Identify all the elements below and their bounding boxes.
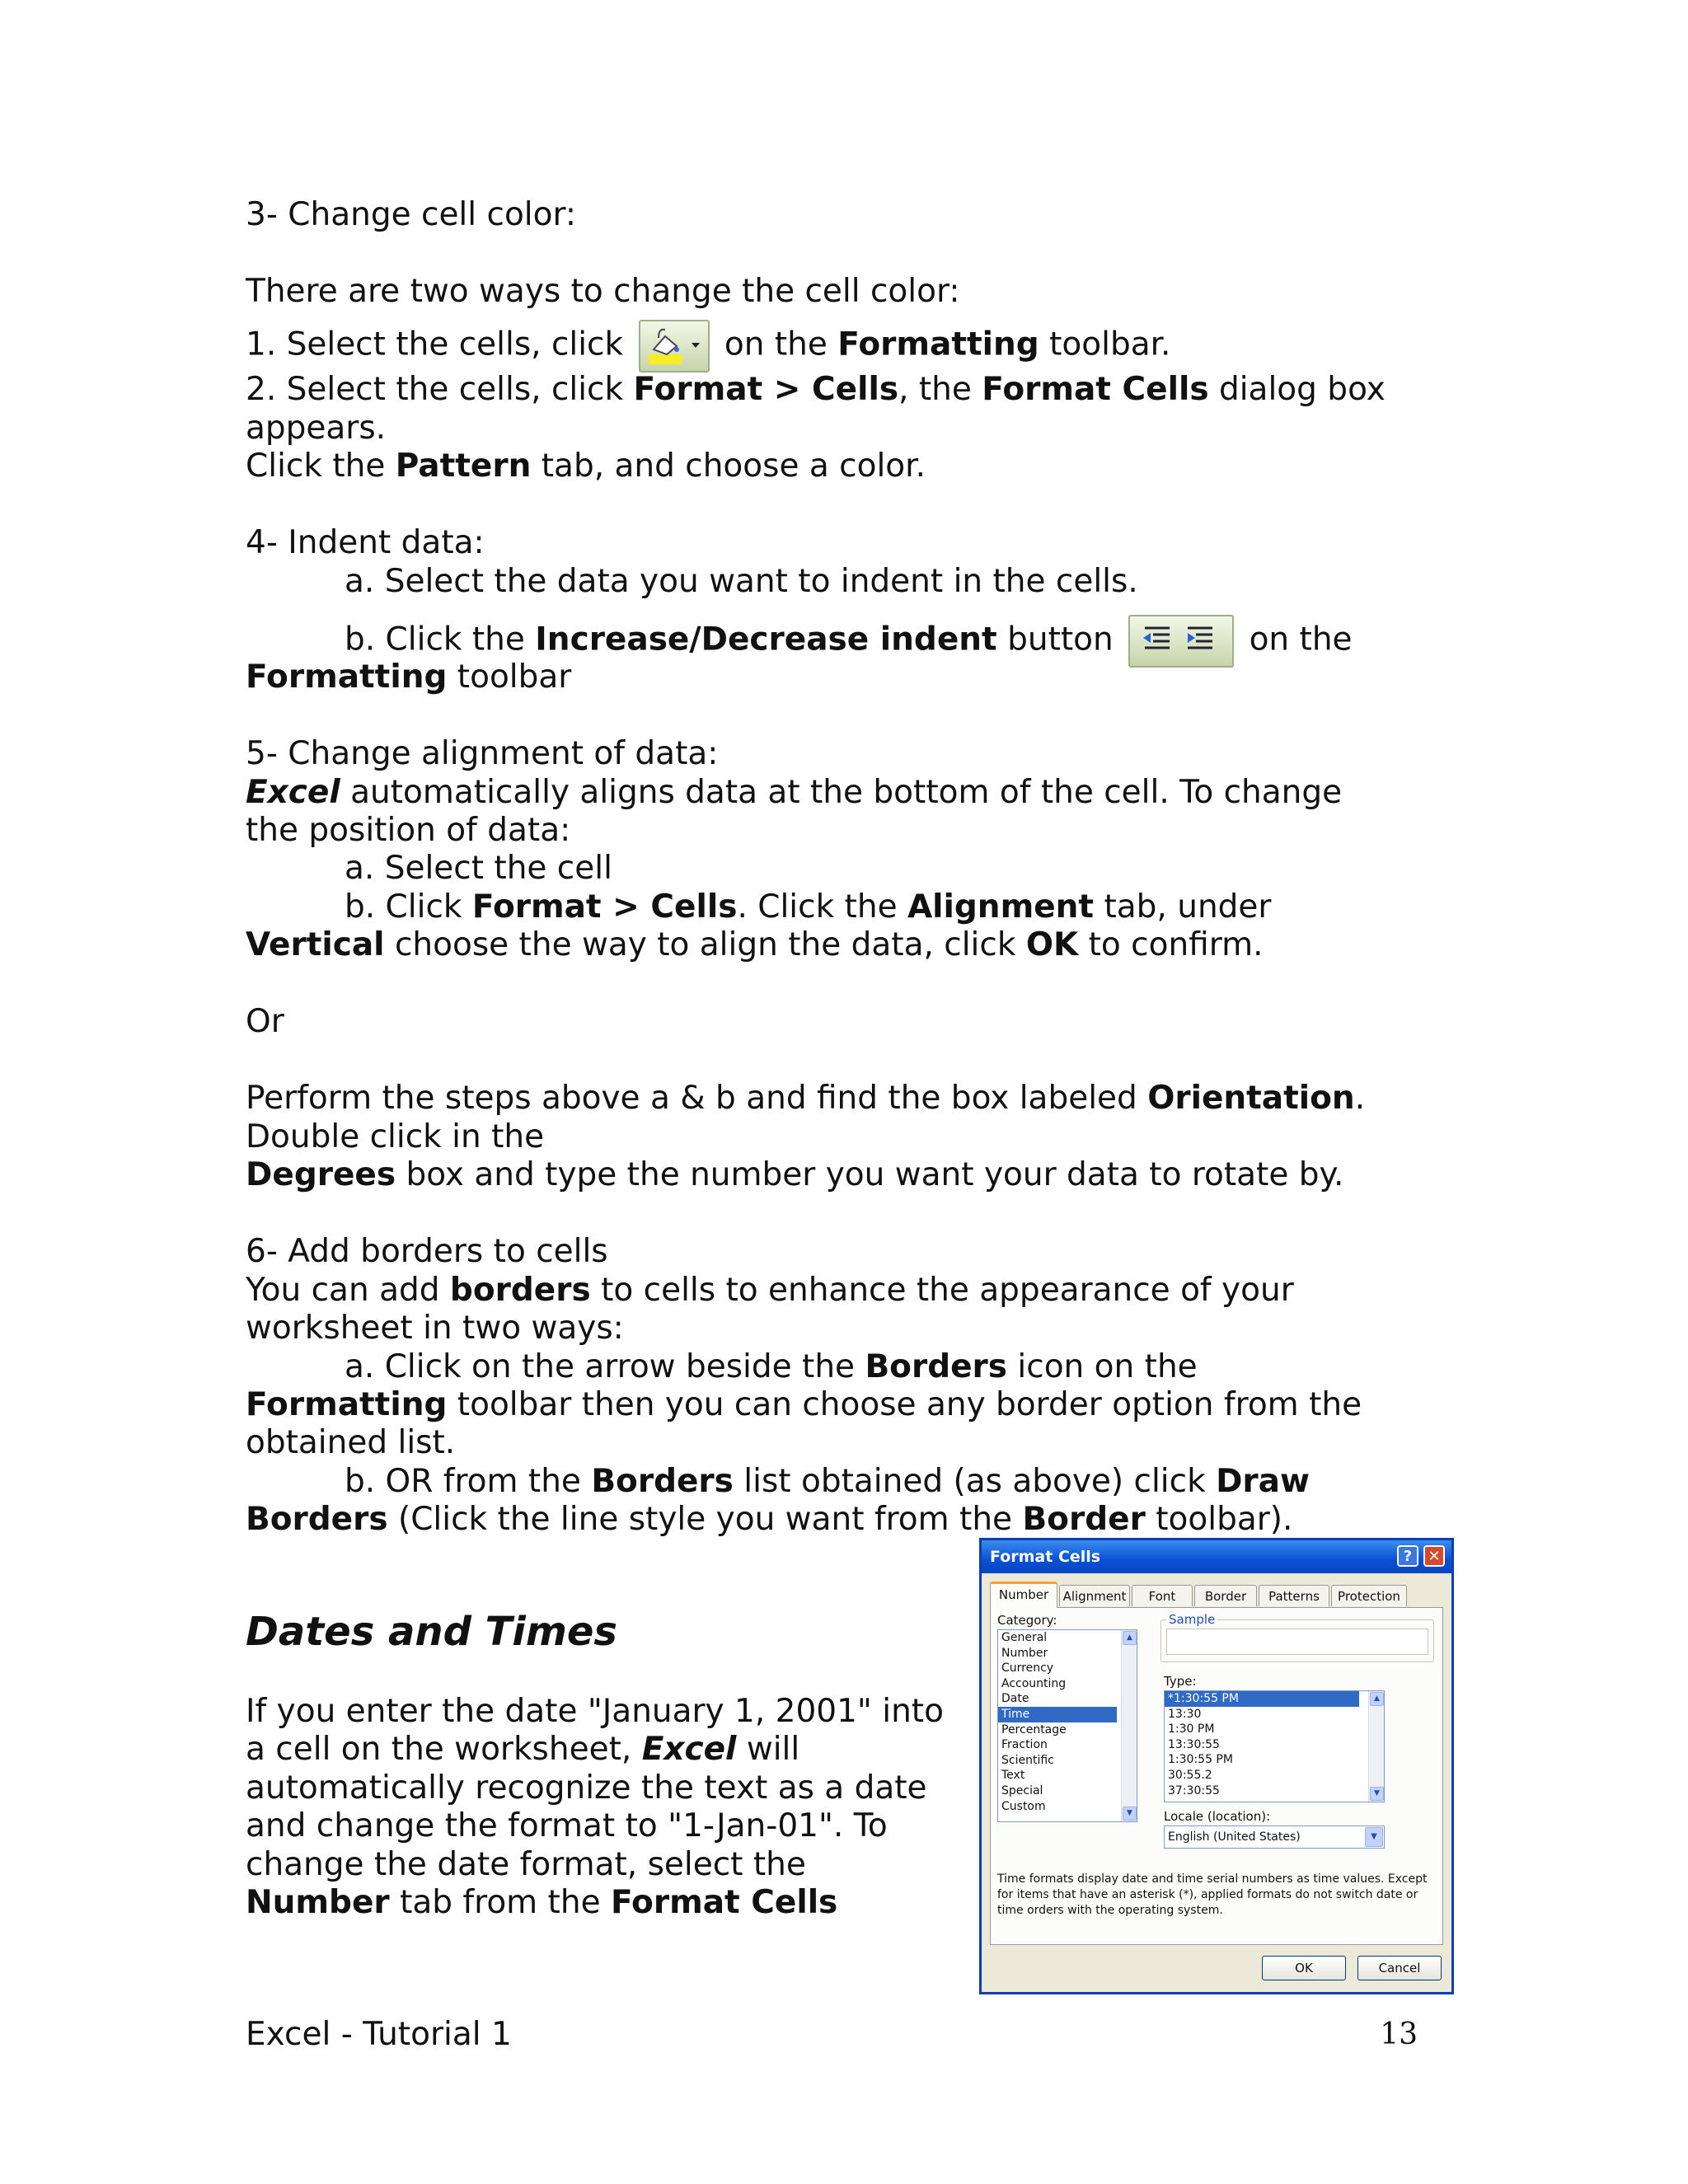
list-item[interactable]: Accounting <box>1001 1676 1067 1690</box>
scroll-up-icon[interactable]: ▲ <box>1370 1692 1384 1706</box>
close-button[interactable]: ✕ <box>1423 1545 1445 1567</box>
category-scrollbar[interactable] <box>1121 1630 1137 1821</box>
type-list[interactable] <box>1164 1690 1385 1802</box>
section6-a: a. Click on the arrow beside the Borders icon on the <box>345 1348 1198 1385</box>
list-item[interactable]: Fraction <box>1001 1738 1048 1752</box>
tab-number[interactable]: Number <box>990 1582 1057 1608</box>
locale-select[interactable]: English (United States) ▼ <box>1164 1825 1385 1849</box>
list-item[interactable]: 13:30 <box>1168 1707 1202 1721</box>
scroll-up-icon[interactable]: ▲ <box>1123 1631 1137 1645</box>
tab-border[interactable]: Border <box>1194 1585 1257 1606</box>
type-label: Type: <box>1164 1674 1197 1689</box>
dates-line3: automatically recognize the text as a date <box>246 1769 927 1807</box>
page-number: 13 <box>1380 2018 1418 2051</box>
dates-line1: If you enter the date "January 1, 2001" into <box>246 1693 944 1730</box>
section5-degrees: Degrees box and type the number you want your data to rotate by. <box>246 1156 1344 1193</box>
section6-b-cont: Borders (Click the line style you want from the Border toolbar). <box>246 1501 1293 1538</box>
list-item[interactable]: 1:30:55 PM <box>1168 1753 1233 1767</box>
format-cells-dialog <box>979 1538 1454 1994</box>
section3-intro: There are two ways to change the cell color: <box>246 273 960 310</box>
section3-step1: 1. Select the cells, click on the Formatting toolbar. <box>246 320 1170 373</box>
section6-a-cont: Formatting toolbar then you can choose any border option from the <box>246 1386 1362 1423</box>
list-item[interactable]: Percentage <box>1001 1722 1067 1736</box>
number-tab-panel <box>990 1607 1443 1945</box>
section6-line2: worksheet in two ways: <box>246 1310 624 1347</box>
list-item[interactable]: Currency <box>1001 1661 1054 1675</box>
footer-title: Excel - Tutorial 1 <box>246 2016 512 2053</box>
section5-vertical: Vertical choose the way to align the data, click OK to confirm. <box>246 926 1264 963</box>
scroll-down-icon[interactable]: ▼ <box>1370 1787 1384 1801</box>
dates-line6: Number tab from the Format Cells <box>246 1884 838 1921</box>
section5-line1: Excel automatically aligns data at the bottom of the cell. To change <box>246 774 1343 811</box>
section4-a: a. Select the data you want to indent in the cells. <box>345 563 1138 600</box>
dates-heading: Dates and Times <box>246 1609 617 1655</box>
section5-line2: the position of data: <box>246 812 571 849</box>
section5-or: Or <box>246 1003 284 1040</box>
section3-step2: 2. Select the cells, click Format > Cells, the Format Cells dialog box <box>246 371 1386 408</box>
locale-label: Locale (location): <box>1164 1809 1271 1824</box>
section6-b: b. OR from the Borders list obtained (as above) click Draw <box>345 1463 1311 1500</box>
dates-line2: a cell on the worksheet, Excel will <box>246 1731 800 1768</box>
list-item[interactable]: Scientific <box>1001 1753 1054 1767</box>
cancel-button[interactable]: Cancel <box>1357 1956 1442 1980</box>
section5-heading: 5- Change alignment of data: <box>246 735 719 772</box>
section6-heading: 6- Add borders to cells <box>246 1233 608 1270</box>
list-item[interactable]: 1:30 PM <box>1168 1722 1215 1736</box>
list-item[interactable]: 13:30:55 <box>1168 1737 1220 1751</box>
list-item-selected[interactable]: Time <box>998 1707 1117 1722</box>
section6-line1: You can add borders to cells to enhance the appearance of your <box>246 1272 1294 1309</box>
section5-b: b. Click Format > Cells. Click the Alignment tab, under <box>345 888 1272 926</box>
list-item[interactable]: 37:30:55 <box>1168 1783 1220 1797</box>
list-item[interactable]: Number <box>1001 1646 1048 1660</box>
section4-b: b. Click the Increase/Decrease indent button on the <box>345 615 1353 668</box>
sample-box <box>1166 1629 1428 1655</box>
sample-group <box>1160 1612 1434 1662</box>
sample-label: Sample <box>1166 1612 1217 1627</box>
section6-a-cont2: obtained list. <box>246 1424 456 1461</box>
tab-alignment[interactable]: Alignment <box>1059 1585 1130 1606</box>
fill-color-icon <box>639 320 710 373</box>
chevron-down-icon[interactable]: ▼ <box>1365 1827 1383 1847</box>
format-description: Time formats display date and time serial numbers as time values. Except for items that have an asterisk (*), applied formats do not switch date or time orders with the operating system. <box>997 1872 1428 1917</box>
list-item[interactable]: Text <box>1001 1769 1025 1783</box>
section3-heading: 3- Change cell color: <box>246 196 576 233</box>
tab-font[interactable]: Font <box>1132 1585 1193 1606</box>
help-button[interactable]: ? <box>1397 1545 1418 1567</box>
list-item[interactable]: Date <box>1001 1692 1029 1706</box>
section5-a: a. Select the cell <box>345 850 612 887</box>
list-item[interactable]: Custom <box>1001 1799 1046 1813</box>
indent-buttons-icon <box>1128 615 1234 668</box>
dialog-titlebar <box>982 1540 1451 1573</box>
dialog-title: Format Cells <box>990 1548 1101 1566</box>
scroll-down-icon[interactable]: ▼ <box>1123 1807 1137 1821</box>
dates-line4: and change the format to "1-Jan-01". To <box>246 1807 888 1844</box>
section3-step3: Click the Pattern tab, and choose a color. <box>246 448 926 485</box>
dates-line5: change the date format, select the <box>246 1846 806 1883</box>
section4-b-cont: Formatting toolbar <box>246 658 572 696</box>
section5-perform-cont: Double click in the <box>246 1118 545 1155</box>
category-label: Category: <box>997 1613 1057 1628</box>
tab-protection[interactable]: Protection <box>1331 1585 1407 1606</box>
list-item[interactable]: Special <box>1001 1783 1043 1797</box>
section4-heading: 4- Indent data: <box>246 524 485 561</box>
type-scrollbar[interactable] <box>1368 1691 1384 1802</box>
tab-patterns[interactable]: Patterns <box>1259 1585 1329 1606</box>
section5-perform: Perform the steps above a & b and find the box labeled Orientation. <box>246 1080 1366 1117</box>
ok-button[interactable]: OK <box>1262 1956 1346 1980</box>
category-list[interactable] <box>997 1629 1137 1822</box>
list-item-selected[interactable]: *1:30:55 PM <box>1165 1691 1359 1707</box>
section3-step2-cont: appears. <box>246 410 387 447</box>
list-item[interactable]: 30:55.2 <box>1168 1768 1212 1782</box>
list-item[interactable]: General <box>1001 1631 1048 1644</box>
